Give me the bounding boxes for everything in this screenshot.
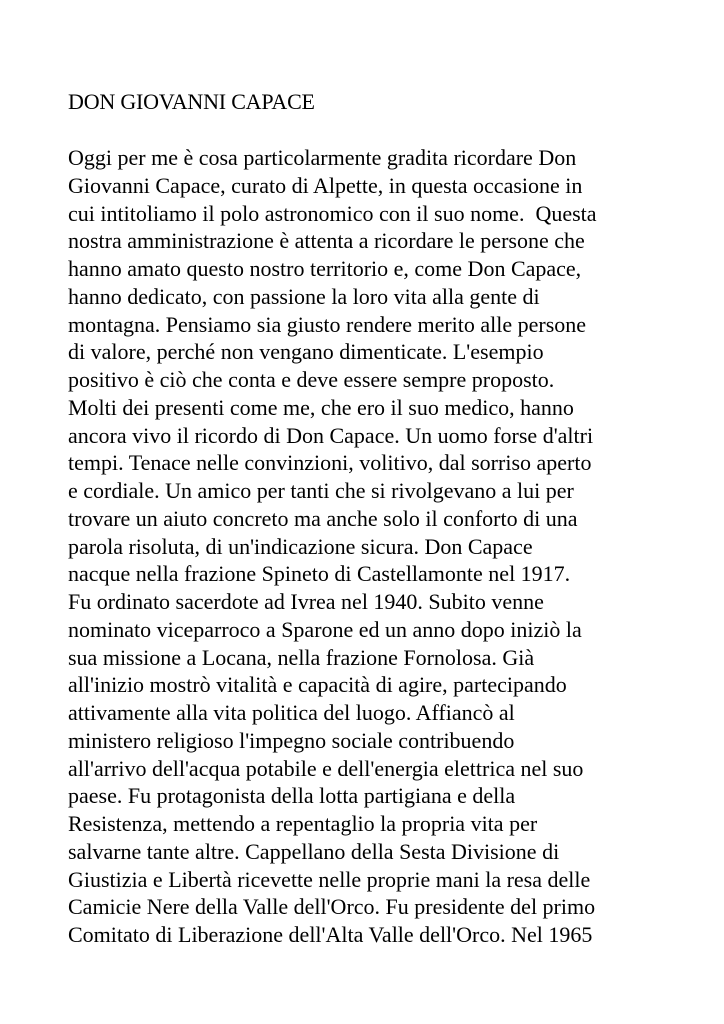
text-line: ancora vivo il ricordo di Don Capace. Un uomo forse d'altri [68, 422, 594, 448]
text-line: parola risoluta, di un'indicazione sicura. Don Capace [68, 533, 533, 559]
text-line: attivamente alla vita politica del luogo. Affiancò al [68, 700, 515, 725]
text-line: cui intitoliamo il polo astronomico con il suo nome. Questa [68, 200, 597, 226]
text-line: nacque nella frazione Spineto di Castellamonte nel 1917. [68, 561, 571, 587]
text-line: montagna. Pensiamo sia giusto rendere merito alle persone [68, 311, 587, 337]
text-line: Giovanni Capace, curato di Alpette, in questa occasione in [68, 172, 583, 198]
text-line: hanno dedicato, con passione la loro vita alla gente di [68, 283, 540, 309]
text-line: tempi. Tenace nelle convinzioni, volitivo, dal sorriso aperto [68, 450, 592, 476]
text-line: paese. Fu protagonista della lotta partigiana e della [68, 783, 516, 809]
text-line: sua missione a Locana, nella frazione Fornolosa. Già [68, 644, 535, 670]
text-line: salvarne tante altre. Cappellano della Sesta Divisione di [68, 838, 560, 864]
text-line: Oggi per me è cosa particolarmente gradita ricordare Don [68, 145, 577, 170]
document-title: DON GIOVANNI CAPACE [68, 89, 315, 114]
text-line: Comitato di Liberazione dell'Alta Valle dell'Orco. Nel 1965 [68, 922, 593, 947]
text-line: Fu ordinato sacerdote ad Ivrea nel 1940. Subito venne [68, 589, 544, 614]
text-line: all'arrivo dell'acqua potabile e dell'energia elettrica nel suo [68, 755, 584, 781]
text-line: di valore, perché non vengano dimenticate. L'esempio [68, 339, 544, 365]
text-line: Giustizia e Libertà ricevette nelle proprie mani la resa delle [68, 866, 591, 892]
text-line: nominato viceparroco a Sparone ed un anno dopo iniziò la [68, 616, 582, 642]
text-line: Resistenza, mettendo a repentaglio la propria vita per [68, 811, 538, 836]
text-line: nostra amministrazione è attenta a ricordare le persone che [68, 228, 585, 254]
text-line: trovare un aiuto concreto ma anche solo il conforto di una [68, 505, 578, 531]
text-line: all'inizio mostrò vitalità e capacità di agire, partecipando [68, 672, 567, 698]
text-line: Camicie Nere della Valle dell'Orco. Fu presidente del primo [68, 894, 596, 920]
text-line: positivo è ciò che conta e deve essere sempre proposto. [68, 367, 555, 392]
text-line: ministero religioso l'impegno sociale contribuendo [68, 727, 515, 753]
text-line: hanno amato questo nostro territorio e, come Don Capace, [68, 256, 582, 281]
text-line: e cordiale. Un amico per tanti che si rivolgevano a lui per [68, 478, 574, 503]
body-paragraph [68, 144, 718, 949]
text-line: Molti dei presenti come me, che ero il suo medico, hanno [68, 394, 574, 420]
